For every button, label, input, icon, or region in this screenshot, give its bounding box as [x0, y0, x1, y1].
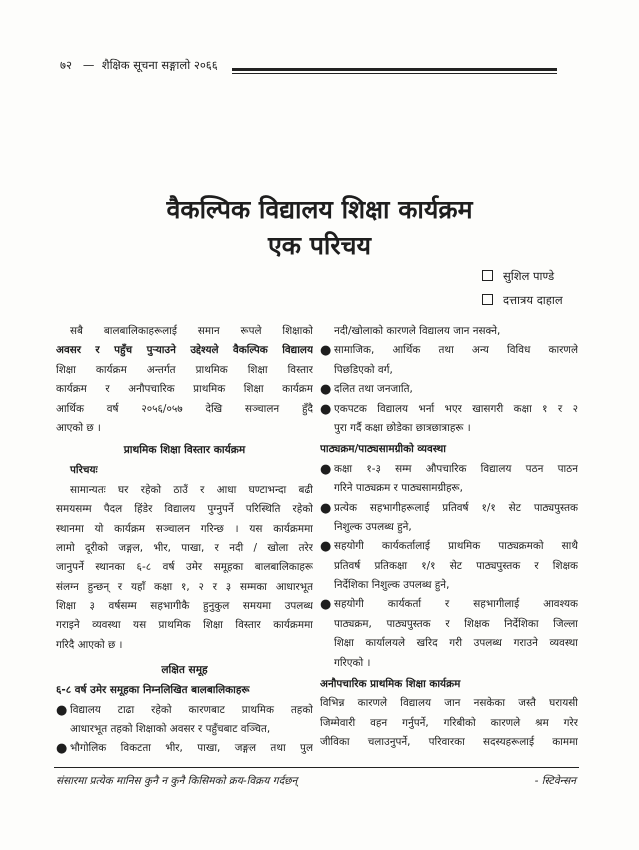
quote-attribution: - स्टिवेन्सन [534, 775, 576, 787]
section-heading-target-group: लक्षित समूह [161, 664, 208, 677]
list-item: ● प्रत्येक सहभागीहरूलाई प्रतिवर्ष १/१ सेट पाठ्यपुस्तक निशुल्क उपलब्ध हुने, [320, 499, 578, 538]
checkbox-square-icon [482, 270, 493, 281]
list-item: ● सामाजिक, आर्थिक तथा अन्य विविध कारणले पिछडिएको वर्ग, [320, 341, 578, 380]
list-item: ● एकपटक विद्यालय भर्ना भएर खासगरी कक्षा १ र २ पुरा गर्दै कक्षा छोडेका छात्रछात्राहरू । [320, 400, 578, 439]
right-column [320, 322, 578, 753]
bullet-icon: ● [320, 401, 332, 417]
target-group-heading: ६-८ वर्ष उमेर समूहका निम्नलिखित बालबालिकाहरू [56, 684, 250, 697]
article-subtitle: एक परिचय [267, 231, 371, 260]
bullet-icon: ● [56, 741, 68, 757]
list-item: ● सहयोगी कार्यकर्ता र सहभागीलाई आवश्यक पाठ्यक्रम, पाठ्यपुस्तक र शिक्षक निर्देशिका जिल्ला शिक्षा कार्यालयले खरिद गरी उपलब्ध गराउने व्यवस्था गरिएको । [320, 595, 578, 673]
author-1: सुशिल पाण्डे [482, 269, 554, 284]
sub-heading-intro: परिचयः [70, 464, 98, 477]
nonformal-paragraph: विभिन्न कारणले विद्यालय जान नसकेका जस्तै घरायसी जिम्मेवारी वहन गर्नुपर्ने, गरिबीको कारणले श्रम गरेर जीविका चलाउनुपर्ने, परिवारका सदस्यहरूलाई काममा [320, 697, 578, 749]
section-heading-nonformal: अनौपचारिक प्राथमिक शिक्षा कार्यक्रम [320, 678, 461, 691]
checkbox-square-icon [482, 294, 493, 305]
list-item: ● विद्यालय टाढा रहेको कारणबाट प्राथमिक तहको आधारभूत तहको शिक्षाको अवसर र पहुँचबाट वञ्चित, [56, 701, 313, 740]
bullet-icon: ● [320, 539, 332, 555]
footer-rule [54, 767, 579, 768]
section-heading-curriculum: पाठ्यक्रम/पाठ्यसामग्रीको व्यवस्था [320, 443, 446, 456]
bullet-icon: ● [320, 343, 332, 359]
quote-text: संसारमा प्रत्येक मानिस कुनै न कुनै किसिमको क्रय-विक्रय गर्दछन् [56, 775, 298, 787]
intro-paragraph: सबै बालबालिकाहरूलाई समान रूपले शिक्षाको अवसर र पहुँच पुऱ्याउने उद्देश्यले वैकल्पिक विद्यालय शिक्षा कार्यक्रम अन्तर्गत प्राथमिक शिक्षा विस्तार कार्यक्रम र अनौपचारिक प्राथमिक शिक्षा कार्यक्रम आर्थिक वर्ष २०५६/०५७ देखि सञ्चालन हुँदै आएको छ । [56, 325, 313, 434]
bullet-icon: ● [320, 597, 332, 613]
bullet-icon: ● [320, 382, 332, 398]
page-number: ७२ [60, 58, 72, 72]
author-2: दत्तात्रय दाहाल [482, 293, 563, 308]
list-item: ● सहयोगी कार्यकर्तालाई प्राथमिक पाठ्यक्रमको साथै प्रतिवर्ष प्रतिकक्षा १/१ सेट पाठ्यपुस्तक र शिक्षक निर्देशिका निशुल्क उपलब्ध हुने, [320, 537, 578, 595]
list-item: ● कक्षा १-३ सम्म औपचारिक विद्यालय पठन पाठन गरिने पाठ्यक्रम र पाठ्यसामग्रीहरू, [320, 460, 578, 499]
section-heading-expansion: प्राथमिक शिक्षा विस्तार कार्यक्रम [123, 444, 246, 457]
article-title: वैकल्पिक विद्यालय शिक्षा कार्यक्रम [166, 195, 473, 224]
expansion-paragraph: सामान्यतः घर रहेको ठाउँ र आधा घण्टाभन्दा बढी समयसम्म पैदल हिंडेर विद्यालय पुग्नुपर्ने परिस्थिति रहेको स्थानमा यो कार्यक्रम सञ्चालन गरिन्छ । यस कार्यक्रममा लामो दूरीको जङ्गल, भीर, पाखा, र नदी / खोला तरेर जानुपर्ने स्थानका ६-८ वर्ष उमेर समूहका बालबालिकाहरू संलग्न हुन्छन् र यहाँ कक्षा १, २ र ३ सम्मका आधारभूत शिक्षा ३ वर्षसम्म सहभागीकै हुनुकुल समयमा उपलब्ध गराइने व्यवस्था यस प्राथमिक शिक्षा विस्तार कार्यक्रममा गरिदै आएको छ । [56, 483, 313, 651]
header-rule [232, 68, 557, 71]
running-header: ७२ — शैक्षिक सूचना सङ्गालो २०६६ [60, 58, 218, 72]
header-rule-thin [232, 73, 557, 74]
continuation-line: नदी/खोलाको कारणले विद्यालय जान नसक्ने, [334, 325, 501, 337]
publication-title: शैक्षिक सूचना सङ्गालो २०६६ [101, 58, 218, 72]
bullet-icon: ● [56, 702, 68, 718]
bullet-icon: ● [320, 461, 332, 477]
list-item: ● भौगोलिक विकटता भीर, पाखा, जङ्गल तथा पुल [56, 739, 313, 758]
bullet-icon: ● [320, 500, 332, 516]
list-item: ● दलित तथा जनजाति, [320, 380, 578, 399]
left-column [56, 322, 313, 759]
